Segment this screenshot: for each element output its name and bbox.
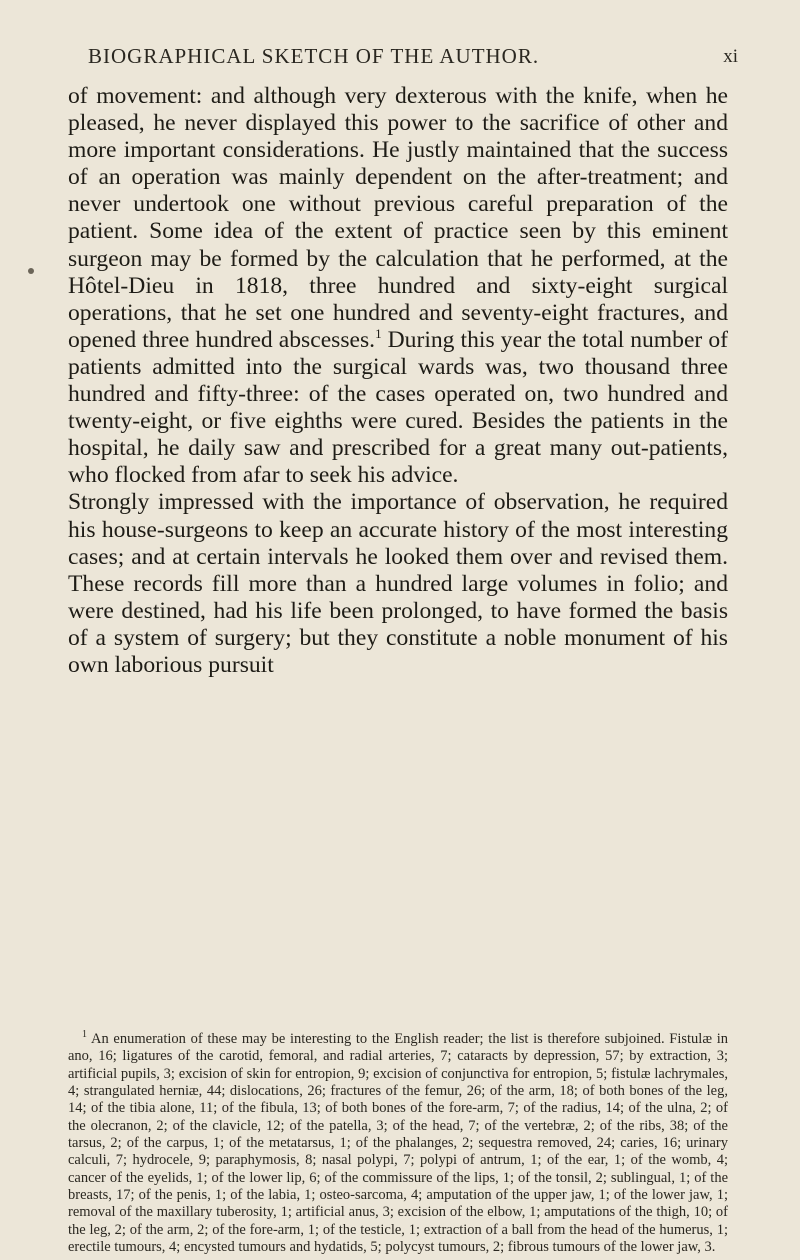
- main-text: [68, 83, 728, 679]
- running-head: [0, 44, 800, 78]
- paragraph-text: During this year the total number of patients admitted into the surgical wards was, two thousand three hundred and fifty-three: of the cases operated on, two hundred and twenty-eight, or five eighths were cured. Besides the patients in the hospital, he daily saw and prescribed for a great many out-patients, who flocked from afar to seek his advice.: [68, 326, 728, 489]
- paragraph-text: Strongly impressed with the importance of observation, he required his house-surgeons to keep an accurate history of the most interesting cases; and at certain intervals he looked them over and revised them. These records fill more than a hundred large volumes in folio; and were destined, had his life been prolonged, to have formed the basis of a system of surgery; but they constitute a noble monument of his own laborious pursuit: [68, 489, 728, 678]
- paragraph: [68, 83, 728, 489]
- footnote: [68, 1026, 728, 1256]
- running-title: BIOGRAPHICAL SKETCH OF THE AUTHOR.: [88, 44, 540, 68]
- footnote-reference: 1: [375, 325, 382, 341]
- footnote-marker: 1: [82, 1029, 87, 1040]
- paragraph: [68, 489, 728, 679]
- margin-dot: [28, 268, 34, 274]
- page-number: xi: [723, 46, 738, 67]
- footnote-text: An enumeration of these may be interesting to the English reader; the list is therefore subjoined. Fistulæ in ano, 16; ligatures of the carotid, femoral, and radial arteries, 7; cataracts by depression, 57; by extraction, 3; artificial pupils, 3; excision of skin for entropion, 9; excision of conjunctiva for entropion, 5; fistulæ lachrymales, 4; strangulated herniæ, 44; dislocations, 26; fractures of the femur, 26; of the arm, 18; of both bones of the leg, 14; of the tibia alone, 11; of the fibula, 13; of both bones of the fore-arm, 7; of the radius, 14; of the ulna, 2; of the olecranon, 2; of the clavicle, 12; of the patella, 3; of the head, 7; of the vertebræ, 2; of the ribs, 38; of the tarsus, 2; of the carpus, 1; of the metatarsus, 1; of the phalanges, 2; sequestra removed, 24; caries, 16; urinary calculi, 7; hydrocele, 9; paraphymosis, 8; nasal polypi, 7; polypi of antrum, 1; of the ear, 1; of the womb, 4; cancer of the eyelids, 1; of the lower lip, 6; of the commissure of the lips, 1; of the tonsil, 2; sublingual, 1; of the breasts, 17; of the penis, 1; of the labia, 1; osteo-sarcoma, 4; amputation of the upper jaw, 1; of the lower jaw, 1; removal of the maxillary tuberosity, 1; artificial anus, 3; excision of the elbow, 1; amputations of the thigh, 10; of the leg, 2; of the arm, 2; of the fore-arm, 1; of the testicle, 1; extraction of a ball from the head of the humerus, 1; erectile tumours, 4; encysted tumours and hydatids, 5; polycyst tumours, 2; fibrous tumours of the lower jaw, 3.: [68, 1030, 728, 1255]
- paragraph-text: of movement: and although very dexterous with the knife, when he pleased, he never displayed this power to the sacrifice of other and more important considerations. He justly maintained that the success of an operation was mainly dependent on the after-treatment; and never undertook one without previous careful preparation of the patient. Some idea of the extent of practice seen by this eminent surgeon may be formed by the calculation that he performed, at the Hôtel-Dieu in 1818, three hundred and sixty-eight surgical operations, that he set one hundred and seventy-eight fractures, and opened three hundred abscesses.: [68, 83, 728, 353]
